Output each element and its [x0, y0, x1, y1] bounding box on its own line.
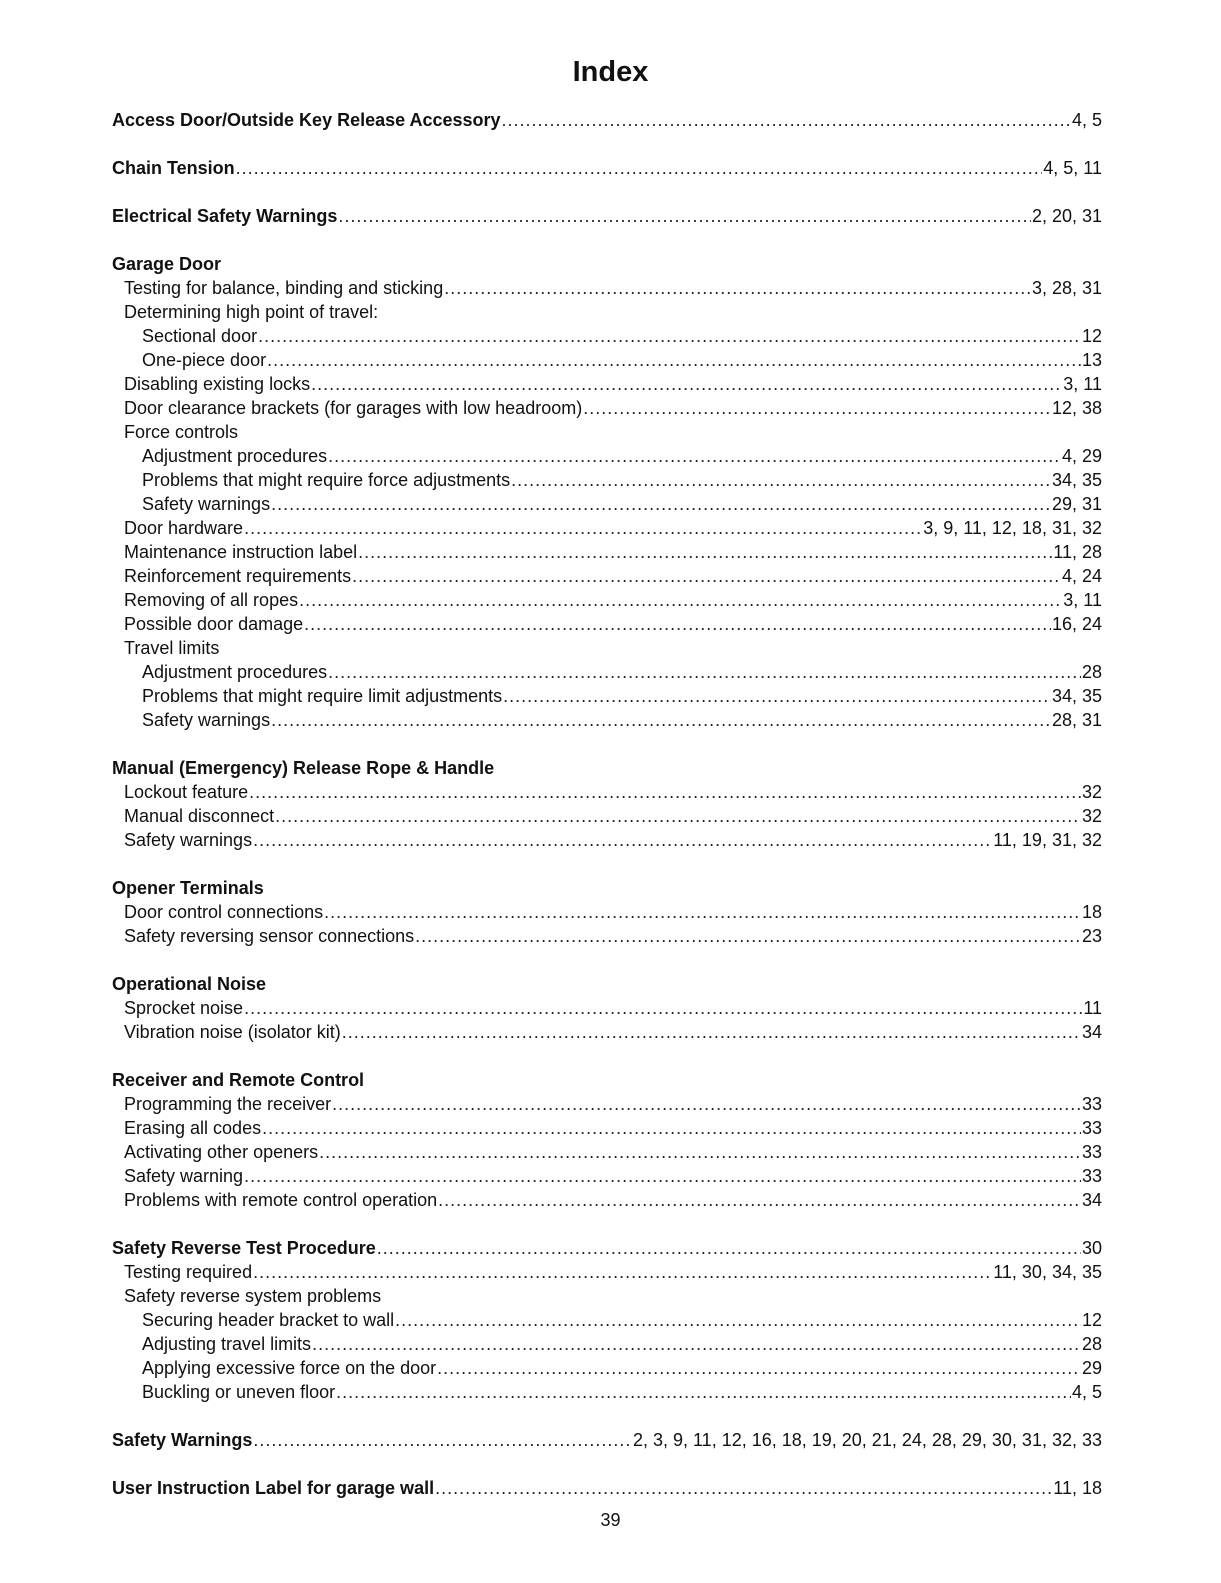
dot-leader [502, 108, 1071, 132]
entry-pages: 2, 20, 31 [1031, 206, 1102, 226]
index-entry [112, 324, 1102, 348]
entry-label: Electrical Safety Warnings [112, 206, 338, 226]
entry-label: Safety reversing sensor connections [124, 926, 415, 946]
dot-leader [336, 1380, 1071, 1404]
dot-leader [244, 1164, 1081, 1188]
index-entry [112, 444, 1102, 468]
entry-label: Safety Warnings [112, 1430, 253, 1450]
index-section [112, 756, 1102, 852]
entry-label: Problems that might require limit adjustments [142, 686, 503, 706]
page-number: 39 [600, 1510, 621, 1530]
index-entry [112, 684, 1102, 708]
entry-label: Reinforcement requirements [124, 566, 352, 586]
entry-label: Removing of all ropes [124, 590, 299, 610]
index-entry [112, 1380, 1102, 1404]
entry-pages: 34 [1081, 1190, 1102, 1210]
entry-label: Access Door/Outside Key Release Accessory [112, 110, 501, 130]
entry-label: Possible door damage [124, 614, 304, 634]
index-entry [112, 660, 1102, 684]
index-entry [112, 420, 1102, 444]
index-entry [112, 708, 1102, 732]
index-entry [112, 276, 1102, 300]
index-section [112, 204, 1102, 228]
index-entry [112, 492, 1102, 516]
dot-leader [377, 1236, 1081, 1260]
entry-pages: 28 [1081, 662, 1102, 682]
entry-pages: 33 [1081, 1142, 1102, 1162]
entry-label: Testing required [124, 1262, 253, 1282]
entry-label: Force controls [124, 422, 239, 442]
index-entry [112, 828, 1102, 852]
entry-label: Securing header bracket to wall [142, 1310, 395, 1330]
section-heading: Manual (Emergency) Release Rope & Handle [112, 758, 495, 778]
entry-label: Erasing all codes [124, 1118, 262, 1138]
index-section [112, 252, 1102, 732]
dot-leader [244, 996, 1082, 1020]
entry-pages: 28, 31 [1051, 710, 1102, 730]
dot-leader [583, 396, 1051, 420]
entry-pages: 4, 5 [1071, 1382, 1102, 1402]
entry-label: Buckling or uneven floor [142, 1382, 336, 1402]
index-entry [112, 1188, 1102, 1212]
dot-leader [299, 588, 1062, 612]
entry-pages: 32 [1081, 806, 1102, 826]
entry-pages: 11, 28 [1053, 542, 1102, 562]
index-entry [112, 348, 1102, 372]
entry-pages: 18 [1081, 902, 1102, 922]
entry-pages: 32 [1081, 782, 1102, 802]
index-section [112, 1476, 1102, 1500]
index-entry [112, 156, 1102, 180]
index-section [112, 1428, 1102, 1452]
entry-label: Door control connections [124, 902, 324, 922]
entry-label: Maintenance instruction label [124, 542, 358, 562]
entry-label: Door clearance brackets (for garages with low headroom) [124, 398, 583, 418]
index-entry [112, 372, 1102, 396]
index-entry [112, 996, 1102, 1020]
entry-pages: 11, 18 [1053, 1478, 1102, 1498]
index-entry [112, 612, 1102, 636]
entry-label: Determining high point of travel: [124, 302, 379, 322]
index-entry [112, 1260, 1102, 1284]
entry-pages: 3, 28, 31 [1031, 278, 1102, 298]
entry-pages: 12, 38 [1051, 398, 1102, 418]
entry-label: Testing for balance, binding and sticking [124, 278, 444, 298]
index-entry [112, 804, 1102, 828]
section-heading: Operational Noise [112, 974, 267, 994]
index-section [112, 972, 1102, 1044]
dot-leader [262, 1116, 1081, 1140]
entry-label: Adjustment procedures [142, 446, 328, 466]
entry-label: User Instruction Label for garage wall [112, 1478, 435, 1498]
entry-pages: 4, 29 [1061, 446, 1102, 466]
entry-pages: 2, 3, 9, 11, 12, 16, 18, 19, 20, 21, 24, 28, 29, 30, 31, 32, 33 [632, 1430, 1102, 1450]
entry-label: Safety warnings [142, 494, 271, 514]
entry-pages: 33 [1081, 1166, 1102, 1186]
entry-label: Safety warnings [142, 710, 271, 730]
dot-leader [319, 1140, 1081, 1164]
dot-leader [415, 924, 1081, 948]
index-entry [112, 588, 1102, 612]
index-entry [112, 1356, 1102, 1380]
dot-leader [304, 612, 1051, 636]
dot-leader [511, 468, 1051, 492]
entry-pages: 33 [1081, 1094, 1102, 1114]
dot-leader [253, 828, 992, 852]
index-entry [112, 1116, 1102, 1140]
dot-leader [342, 1020, 1081, 1044]
dot-leader [437, 1356, 1081, 1380]
entry-label: Problems with remote control operation [124, 1190, 438, 1210]
dot-leader [503, 684, 1051, 708]
entry-pages: 4, 24 [1061, 566, 1102, 586]
dot-leader [395, 1308, 1081, 1332]
index-entry [112, 1164, 1102, 1188]
index-entry [112, 516, 1102, 540]
dot-leader [253, 1428, 632, 1452]
dot-leader [267, 348, 1081, 372]
entry-label: Manual disconnect [124, 806, 275, 826]
entry-label: Safety reverse system problems [124, 1286, 382, 1306]
dot-leader [338, 204, 1031, 228]
index-entry [112, 924, 1102, 948]
dot-leader [438, 1188, 1081, 1212]
index-entry [112, 300, 1102, 324]
entry-label: Applying excessive force on the door [142, 1358, 437, 1378]
index-entry [112, 1428, 1102, 1452]
index-entry [112, 780, 1102, 804]
entry-pages: 29, 31 [1051, 494, 1102, 514]
entry-label: Programming the receiver [124, 1094, 332, 1114]
entry-pages: 28 [1081, 1334, 1102, 1354]
entry-pages: 34, 35 [1051, 686, 1102, 706]
index-section [112, 1236, 1102, 1404]
entry-pages: 34, 35 [1051, 470, 1102, 490]
index-section [112, 108, 1102, 132]
dot-leader [253, 1260, 992, 1284]
index-entry [112, 1236, 1102, 1260]
index-entry [112, 108, 1102, 132]
entry-pages: 3, 11 [1063, 374, 1102, 394]
index-entry [112, 900, 1102, 924]
dot-leader [312, 1332, 1081, 1356]
entry-pages: 11, 19, 31, 32 [993, 830, 1102, 850]
index-entry [112, 1284, 1102, 1308]
entry-pages: 29 [1081, 1358, 1102, 1378]
entry-label: Travel limits [124, 638, 220, 658]
index-entry [112, 1332, 1102, 1356]
index-entry [112, 1092, 1102, 1116]
entry-pages: 4, 5 [1071, 110, 1102, 130]
index-entry [112, 468, 1102, 492]
entry-pages: 33 [1081, 1118, 1102, 1138]
entry-pages: 12 [1081, 1310, 1102, 1330]
index-entry [112, 1308, 1102, 1332]
index-section [112, 1068, 1102, 1212]
entry-label: Safety warnings [124, 830, 253, 850]
dot-leader [332, 1092, 1081, 1116]
entry-label: Sectional door [142, 326, 258, 346]
index-entry [112, 636, 1102, 660]
dot-leader [352, 564, 1061, 588]
entry-label: One-piece door [142, 350, 267, 370]
entry-label: Safety Reverse Test Procedure [112, 1238, 376, 1258]
dot-leader [244, 516, 922, 540]
dot-leader [311, 372, 1062, 396]
entry-label: Sprocket noise [124, 998, 244, 1018]
entry-pages: 30 [1081, 1238, 1102, 1258]
entry-pages: 23 [1081, 926, 1102, 946]
dot-leader [435, 1476, 1052, 1500]
entry-label: Chain Tension [112, 158, 235, 178]
dot-leader [249, 780, 1081, 804]
dot-leader [444, 276, 1031, 300]
entry-label: Adjustment procedures [142, 662, 328, 682]
entry-pages: 11 [1083, 998, 1102, 1018]
entry-pages: 12 [1081, 326, 1102, 346]
entry-pages: 16, 24 [1051, 614, 1102, 634]
entry-pages: 34 [1081, 1022, 1102, 1042]
entry-label: Adjusting travel limits [142, 1334, 312, 1354]
entry-pages: 13 [1081, 350, 1102, 370]
entry-pages: 11, 30, 34, 35 [993, 1262, 1102, 1282]
index-entry [112, 1476, 1102, 1500]
entry-label: Activating other openers [124, 1142, 319, 1162]
dot-leader [328, 660, 1081, 684]
dot-leader [275, 804, 1081, 828]
entry-label: Door hardware [124, 518, 244, 538]
index-list [112, 108, 1102, 1524]
index-entry [112, 204, 1102, 228]
page-title: Index [572, 56, 649, 88]
dot-leader [358, 540, 1052, 564]
dot-leader [271, 708, 1051, 732]
entry-pages: 4, 5, 11 [1043, 158, 1102, 178]
entry-pages: 3, 11 [1063, 590, 1102, 610]
dot-leader [236, 156, 1043, 180]
entry-label: Disabling existing locks [124, 374, 311, 394]
index-entry [112, 396, 1102, 420]
index-entry [112, 564, 1102, 588]
entry-label: Lockout feature [124, 782, 249, 802]
entry-label: Safety warning [124, 1166, 244, 1186]
dot-leader [271, 492, 1051, 516]
dot-leader [328, 444, 1061, 468]
index-section [112, 876, 1102, 948]
index-section [112, 156, 1102, 180]
index-entry [112, 1020, 1102, 1044]
entry-label: Problems that might require force adjustments [142, 470, 511, 490]
dot-leader [324, 900, 1081, 924]
entry-label: Vibration noise (isolator kit) [124, 1022, 341, 1042]
section-heading: Receiver and Remote Control [112, 1070, 365, 1090]
section-heading: Opener Terminals [112, 878, 264, 898]
section-heading: Garage Door [112, 254, 222, 274]
dot-leader [258, 324, 1081, 348]
index-entry [112, 1140, 1102, 1164]
entry-pages: 3, 9, 11, 12, 18, 31, 32 [923, 518, 1102, 538]
index-entry [112, 540, 1102, 564]
